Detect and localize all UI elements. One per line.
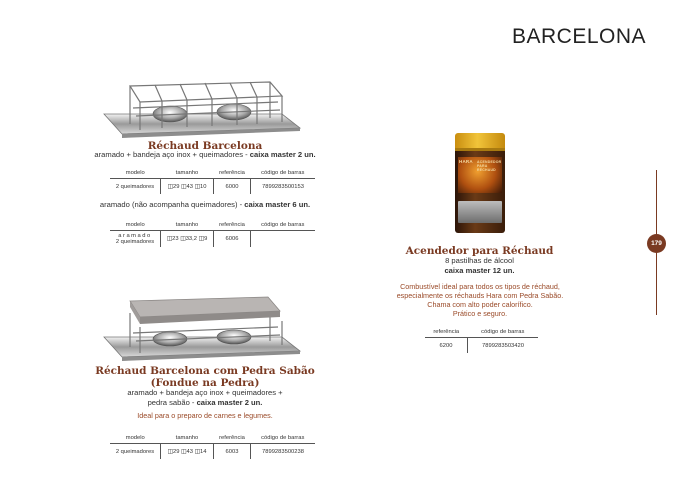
table-row: 2 queimadores ◫29 ◫43 ◫14 6003 7899283500238 [110,444,315,460]
spec-table-acendedor: referência código de barras 6200 7899283503420 [425,326,538,353]
product-title-acendedor: Acendedor para Réchaud [405,245,554,257]
jar-body [455,151,505,233]
page-number: 179 [651,240,662,247]
page-number-badge [647,234,666,253]
jar-text: ACENDEDOR PARA RÉCHAUD [477,160,502,172]
variant-description-aramado: aramado (não acompanha queimadores) - caixa master 6 un. [99,200,311,209]
product-title-rechaud-barcelona: Réchaud Barcelona [147,140,263,152]
product-description-rechaud-barcelona: aramado + bandeja aço inox + queimadores - caixa master 2 un. [94,150,316,159]
table-row: 2 queimadores ◫29 ◫43 ◫10 6000 7899283500153 [110,179,315,195]
jar-brand: HARA [459,159,473,164]
rechaud-barcelona-image [100,72,305,140]
acendedor-jar-image [455,133,505,233]
product-description-acendedor: 8 pastilhas de álcool caixa master 12 un. [444,256,515,275]
jar-rechaud-graphic [458,201,502,223]
table-row: aramado 2 queimadores ◫23 ◫33,2 ◫9 6006 [110,231,315,248]
product-description-rechaud-pedra-sabao: aramado + bandeja aço inox + queimadores + pedra sabão - caixa master 2 un. [127,388,283,407]
collection-title: BARCELONA [512,25,647,48]
jar-lid [455,133,505,149]
spec-table-rechaud-barcelona: modelo tamanho referência código de barras 2 queimadores ◫29 ◫43 ◫10 6000 7899283500153 [110,167,315,194]
table-row: 6200 7899283503420 [425,338,538,354]
product-title-rechaud-pedra-sabao: Réchaud Barcelona com Pedra Sabão (Fondue na Pedra) [95,365,315,389]
rechaud-pedra-sabao-image [100,295,305,363]
spec-table-pedra-sabao: modelo tamanho referência código de barras 2 queimadores ◫29 ◫43 ◫14 6003 7899283500238 [110,432,315,459]
product-note-acendedor: Combustível ideal para todos os tipos de réchaud, especialmente os réchauds Hara com Pedra Sabão. Chama com alto poder calorífico. Prático e seguro. [396,282,564,318]
spec-table-aramado: modelo tamanho referência código de barras aramado 2 queimadores ◫23 ◫33,2 ◫9 6006 [110,219,315,247]
product-note-pedra-sabao: Ideal para o preparo de carnes e legumes. [137,411,273,420]
